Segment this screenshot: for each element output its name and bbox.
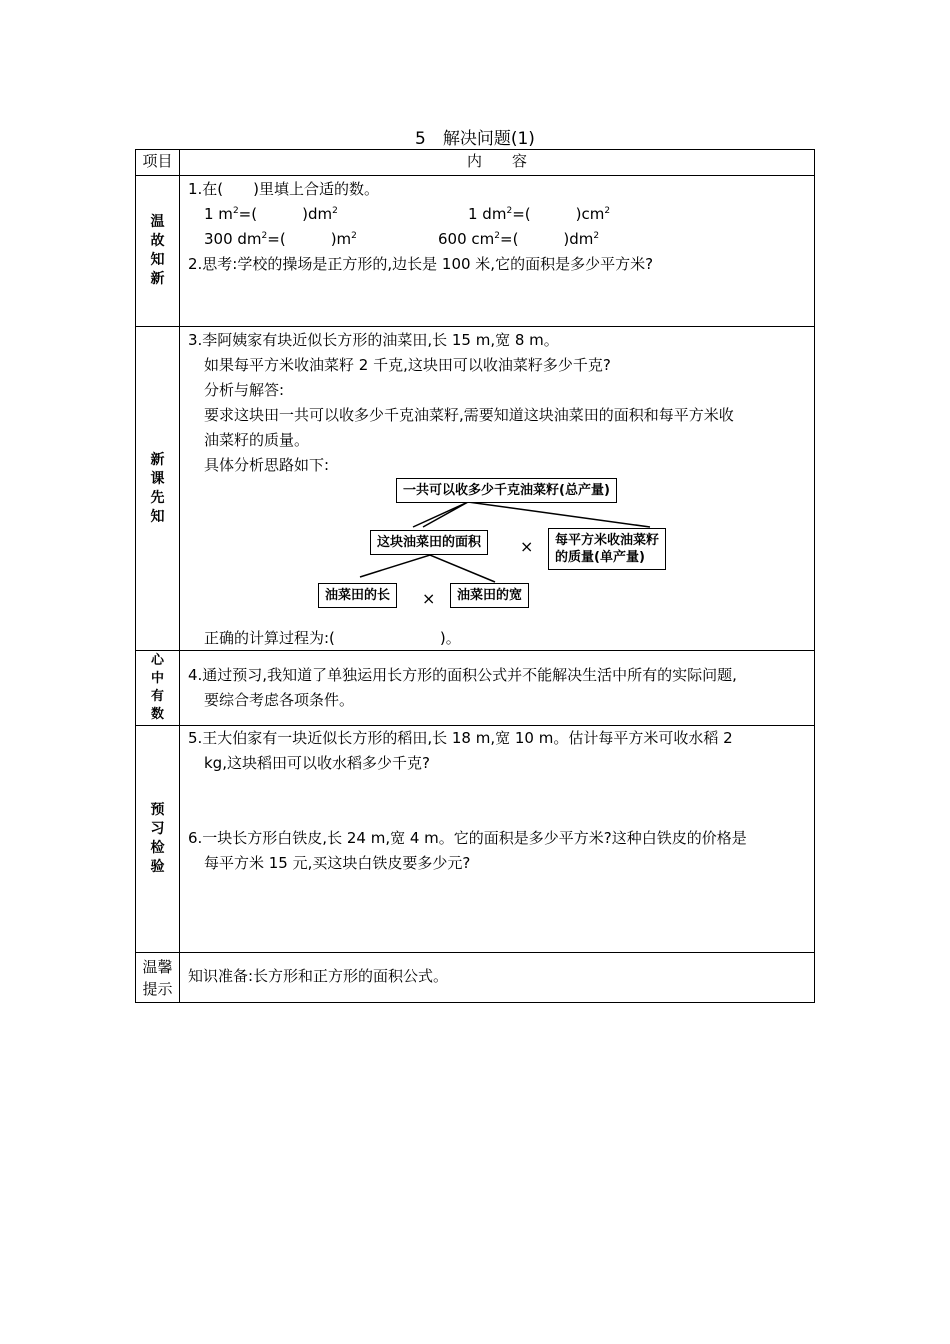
tips-content (180, 953, 815, 1003)
diagram-connectors (180, 327, 815, 627)
analysis-text: 要求这块田一共可以收多少千克油菜籽,需要知道这块油菜田的面积和每平方米收 (204, 406, 734, 424)
conversion-b: 1 $dm^2=$( )$cm^2$ (468, 205, 611, 223)
question-6-line-2: 每平方米 15 元,买这块白铁皮要多少元? (204, 854, 471, 872)
diagram-field-length: 油菜田的长 (318, 583, 397, 608)
conversion-c: 300 $dm^2=$( )$m^2$ (204, 230, 357, 248)
new-lesson-label: 新 课 先 知 (136, 327, 180, 651)
tips-row (136, 953, 815, 1003)
tips-label: 温馨 提示 (136, 953, 180, 1003)
diagram-field-width: 油菜田的宽 (450, 583, 529, 608)
conversion-a: 1 $m^2=$( )$dm^2$ (204, 205, 338, 223)
header-content: 内 容 (180, 150, 815, 176)
summary-content (180, 651, 815, 726)
question-5: 5.王大伯家有一块近似长方形的稻田,长 18 m,宽 10 m。估计每平方米可收水稻 2 (188, 729, 733, 747)
tips-text: 知识准备:长方形和正方形的面积公式。 (188, 967, 449, 985)
summary-label: 心 中 有 数 (136, 651, 180, 726)
review-label: 温 故 知 新 (136, 176, 180, 327)
diagram-total-yield: 一共可以收多少千克油菜籽(总产量) (396, 478, 617, 503)
check-label: 预 习 检 验 (136, 726, 180, 953)
diagram-field-area: 这块油菜田的面积 (370, 530, 488, 555)
multiply-sign: × (520, 537, 534, 556)
conversion-d: 600 $cm^2=$( )$dm^2$ (438, 230, 600, 248)
calculation-prompt: 正确的计算过程为:( )。 (204, 629, 461, 647)
worksheet-table (135, 149, 815, 1003)
question-4-line-2: 要综合考虑各项条件。 (204, 691, 355, 709)
check-row (136, 726, 815, 953)
new-lesson-row (136, 327, 815, 651)
review-content (180, 176, 815, 327)
diagram-unit-yield: 每平方米收油菜籽 的质量(单产量) (548, 528, 666, 570)
question-4: 4.通过预习,我知道了单独运用长方形的面积公式并不能解决生活中所有的实际问题, (188, 666, 737, 684)
page-title: 5 解决问题(1) (415, 129, 535, 149)
summary-row (136, 651, 815, 726)
multiply-sign-2: × (422, 589, 436, 608)
analysis-text-2: 油菜籽的质量。 (204, 431, 310, 449)
analysis-heading: 分析与解答: (204, 381, 285, 399)
question-6: 6.一块长方形白铁皮,长 24 m,宽 4 m。它的面积是多少平方米?这种白铁皮的价格是 (188, 829, 747, 847)
analysis-intro: 具体分析思路如下: (204, 456, 330, 474)
header-row (136, 150, 815, 176)
question-5-line-2: kg,这块稻田可以收水稻多少千克? (204, 754, 430, 772)
new-lesson-content (180, 327, 815, 651)
question-3: 3.李阿姨家有块近似长方形的油菜田,长 15 m,宽 8 m。 (188, 331, 559, 349)
check-content (180, 726, 815, 953)
question-1: 1.在( )里填上合适的数。 (188, 180, 380, 198)
review-row (136, 176, 815, 327)
header-item: 项目 (136, 150, 180, 176)
question-3-line-2: 如果每平方米收油菜籽 2 千克,这块田可以收油菜籽多少千克? (204, 356, 611, 374)
question-2: 2.思考:学校的操场是正方形的,边长是 100 米,它的面积是多少平方米? (188, 255, 654, 273)
